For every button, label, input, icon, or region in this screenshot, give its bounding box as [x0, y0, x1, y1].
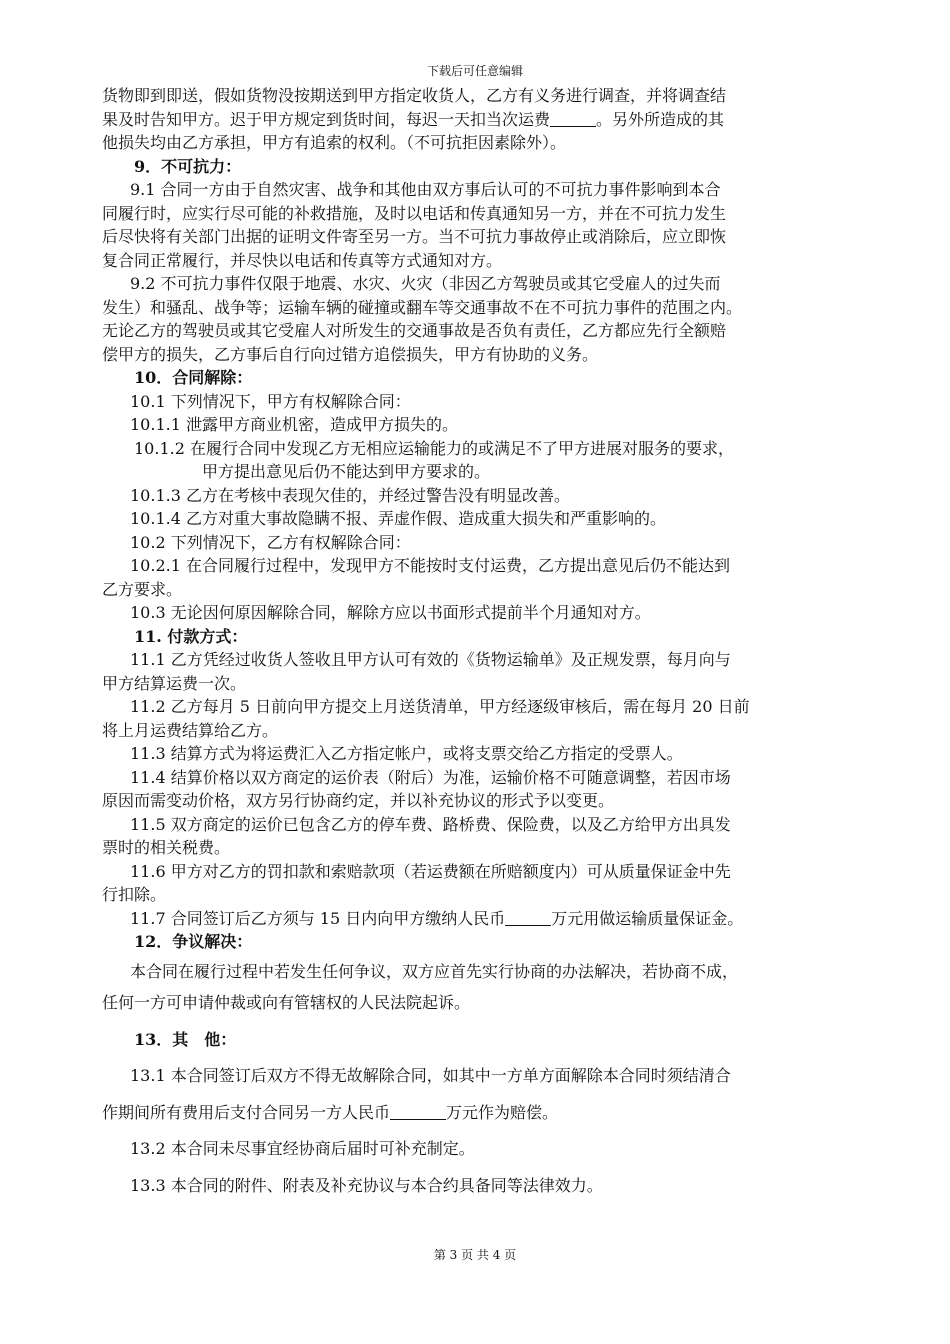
clause-line: 11.6 甲方对乙方的罚扣款和索赔款项（若运费额在所赔额度内）可从质量保证金中先 [130, 861, 731, 881]
section-heading: 9．不可抗力： [134, 156, 242, 176]
clause-line: 甲方提出意见后仍不能达到甲方要求的。 [202, 462, 491, 481]
clause-line: 10.3 无论因何原因解除合同，解除方应以书面形式提前半个月通知对方。 [130, 603, 651, 622]
clause-line [102, 1101, 866, 1125]
clause-line: 13.1 本合同签订后双方不得无故解除合同，如其中一方单方面解除本合同时须结清合 [130, 1066, 731, 1085]
paragraph-line: 9.2 不可抗力事件仅限于地震、水灾、火灾（非因乙方驾驶员或其它受雇人的过失而 [130, 274, 721, 293]
clause-line: 13.2 本合同未尽事宜经协商后届时可补充制定。 [130, 1139, 475, 1158]
section-heading: 10．合同解除： [134, 368, 253, 387]
section-9 [102, 155, 866, 367]
paragraph-line: 偿甲方的损失，乙方事后自行向过错方追偿损失，甲方有协助的义务。 [102, 344, 599, 364]
clause-line: 11.1 乙方凭经过收货人签收且甲方认可有效的《货物运输单》及正规发票，每月向与 [130, 650, 731, 669]
paragraph-line: 发生）和骚乱、战争等；运输车辆的碰撞或翻车等交通事故不在不可抗力事件的范围之内。 [102, 297, 743, 317]
paragraph-line: 复合同正常履行，并尽快以电话和传真等方式通知对方。 [102, 250, 503, 270]
paragraph-line [102, 108, 866, 132]
clause-line: 10.1.4 乙方对重大事故隐瞒不报、弄虚作假、造成重大损失和严重影响的。 [130, 509, 666, 528]
text-run: 果及时告知甲方。迟于甲方规定到货时间，每迟一天扣当次运费 [102, 109, 551, 129]
clause-line: 11.2 乙方每月 5 日前向甲方提交上月送货清单，甲方经逐级审核后，需在每月 20 日前 [130, 697, 750, 716]
clause-line: 10.1.1 泄露甲方商业机密，造成甲方损失的。 [130, 415, 458, 434]
text-run: 。另外所造成的其 [596, 109, 725, 129]
paragraph-line: 本合同在履行过程中若发生任何争议，双方应首先实行协商的办法解决，若协商不成， [130, 961, 739, 981]
fill-in-blank [550, 110, 596, 127]
text-run: 11.7 合同签订后乙方须与 15 日内向甲方缴纳人民币 [130, 908, 506, 928]
section-12 [102, 930, 866, 1015]
fill-in-blank [505, 909, 551, 926]
page-header: 下载后可任意编辑 [426, 64, 523, 78]
section-10 [102, 366, 866, 625]
text-run: 作期间所有费用后支付合同另一方人民币 [102, 1102, 391, 1122]
clause-line: 行扣除。 [102, 885, 167, 904]
clause-line: 10.2 下列情况下，乙方有权解除合同： [130, 532, 411, 552]
clause-line: 票时的相关税费。 [102, 838, 231, 857]
clause-line: 10.2.1 在合同履行过程中，发现甲方不能按时支付运费，乙方提出意见后仍不能达到 [130, 556, 730, 575]
paragraph-line: 后尽快将有关部门出据的证明文件寄至另一方。当不可抗力事故停止或消除后，应立即恢 [102, 227, 727, 246]
text-run: 万元用做运输质量保证金。 [551, 908, 744, 928]
section-heading: 12．争议解决： [134, 932, 253, 951]
section-8-continuation [102, 84, 866, 155]
section-13 [102, 1028, 866, 1198]
clause-line: 11.4 结算价格以双方商定的运价表（附后）为准，运输价格不可随意调整，若因市场 [130, 767, 731, 787]
paragraph-line: 同履行时，应实行尽可能的补救措施，及时以电话和传真通知另一方，并在不可抗力发生 [102, 203, 727, 223]
section-heading: 13．其 他： [134, 1029, 237, 1049]
paragraph-line: 任何一方可申请仲裁或向有管辖权的人民法院起诉。 [102, 993, 471, 1012]
paragraph-line: 他损失均由乙方承担，甲方有追索的权利。（不可抗拒因素除外）。 [102, 133, 567, 152]
text-run: 万元作为赔偿。 [446, 1102, 559, 1122]
clause-line: 11.3 结算方式为将运费汇入乙方指定帐户，或将支票交给乙方指定的受票人。 [130, 744, 683, 763]
paragraph-line: 9.1 合同一方由于自然灾害、战争和其他由双方事后认可的不可抗力事件影响到本合 [130, 180, 721, 199]
clause-line: 10.1 下列情况下，甲方有权解除合同： [130, 391, 411, 411]
clause-line: 10.1.3 乙方在考核中表现欠佳的，并经过警告没有明显改善。 [130, 485, 570, 505]
clause-line: 乙方要求。 [102, 579, 183, 599]
section-11 [102, 625, 866, 931]
page-footer: 第 3 页 共 4 页 [433, 1248, 517, 1262]
clause-line: 甲方结算运费一次。 [102, 673, 247, 693]
clause-line: 10.1.2 在履行合同中发现乙方无相应运输能力的或满足不了甲方进展对服务的要求， [134, 438, 734, 458]
clause-line: 13.3 本合同的附件、附表及补充协议与本合约具备同等法律效力。 [130, 1175, 603, 1195]
clause-line [102, 907, 866, 931]
clause-line: 原因而需变动价格，双方另行协商约定，并以补充协议的形式予以变更。 [102, 791, 615, 810]
paragraph-line: 无论乙方的驾驶员或其它受雇人对所发生的交通事故是否负有责任，乙方都应先行全额赔 [102, 321, 727, 340]
document-body [102, 84, 866, 1197]
section-heading: 11. 付款方式： [134, 626, 248, 646]
clause-line: 11.5 双方商定的运价已包含乙方的停车费、路桥费、保险费，以及乙方给甲方出具发 [130, 814, 731, 834]
paragraph-line: 货物即到即送，假如货物没按期送到甲方指定收货人，乙方有义务进行调查，并将调查结 [102, 86, 727, 105]
clause-line: 将上月运费结算给乙方。 [102, 720, 279, 740]
fill-in-blank [390, 1103, 446, 1120]
